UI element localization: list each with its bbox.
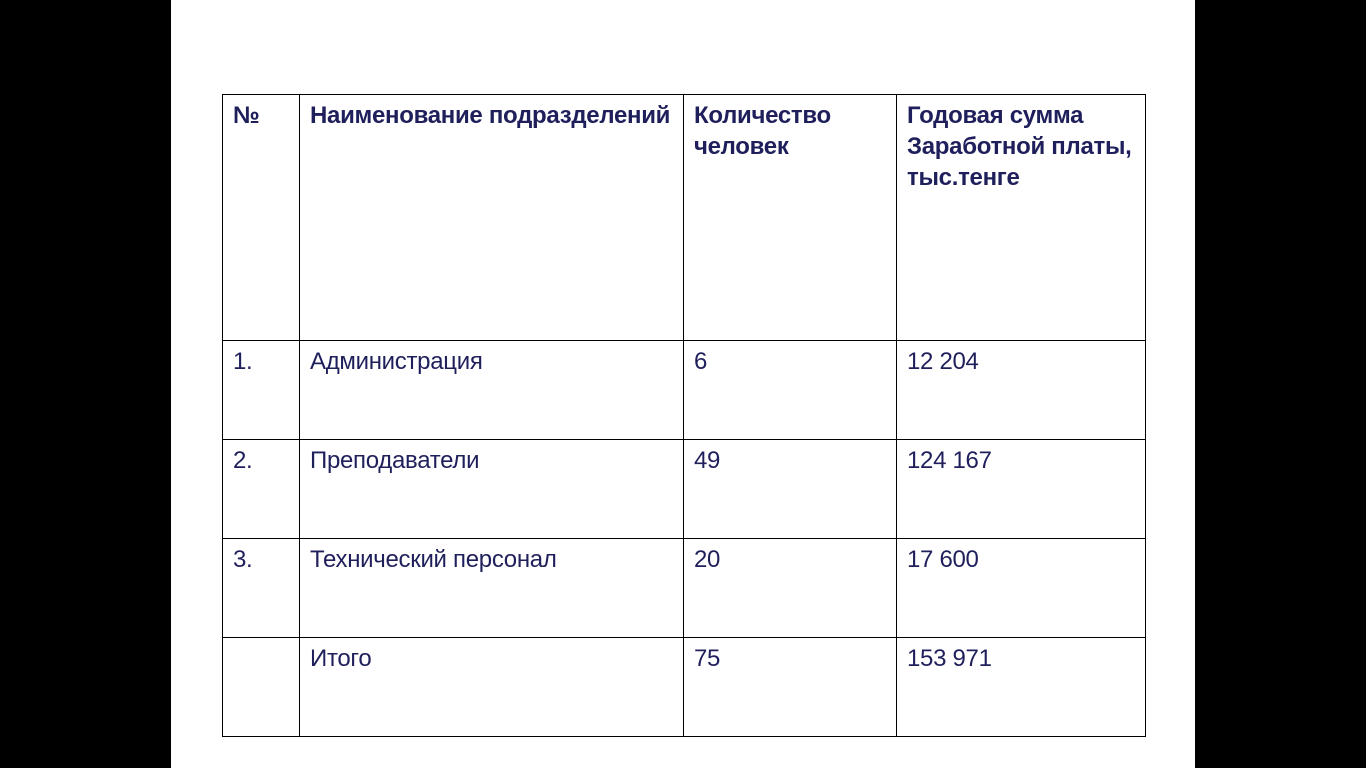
table-header-row xyxy=(223,95,1146,341)
slide xyxy=(171,0,1195,768)
total-headcount: 75 xyxy=(684,638,897,737)
row-headcount: 49 xyxy=(684,440,897,539)
row-annual-salary: 17 600 xyxy=(897,539,1146,638)
table-row xyxy=(223,440,1146,539)
total-label: Итого xyxy=(300,638,684,737)
row-number: 2. xyxy=(223,440,300,539)
row-number: 1. xyxy=(223,341,300,440)
row-number: 3. xyxy=(223,539,300,638)
table-total-row xyxy=(223,638,1146,737)
total-annual-salary: 153 971 xyxy=(897,638,1146,737)
row-annual-salary: 12 204 xyxy=(897,341,1146,440)
payroll-table xyxy=(222,94,1146,737)
table-row xyxy=(223,341,1146,440)
table-row xyxy=(223,539,1146,638)
row-headcount: 20 xyxy=(684,539,897,638)
total-number xyxy=(223,638,300,737)
row-annual-salary: 124 167 xyxy=(897,440,1146,539)
header-headcount: Количество человек xyxy=(684,95,897,341)
header-annual-salary: Годовая сумма Заработной платы, тыс.тенге xyxy=(897,95,1146,341)
header-number: № xyxy=(223,95,300,341)
row-department: Преподаватели xyxy=(300,440,684,539)
row-headcount: 6 xyxy=(684,341,897,440)
row-department: Технический персонал xyxy=(300,539,684,638)
header-department: Наименование подразделений xyxy=(300,95,684,341)
row-department: Администрация xyxy=(300,341,684,440)
